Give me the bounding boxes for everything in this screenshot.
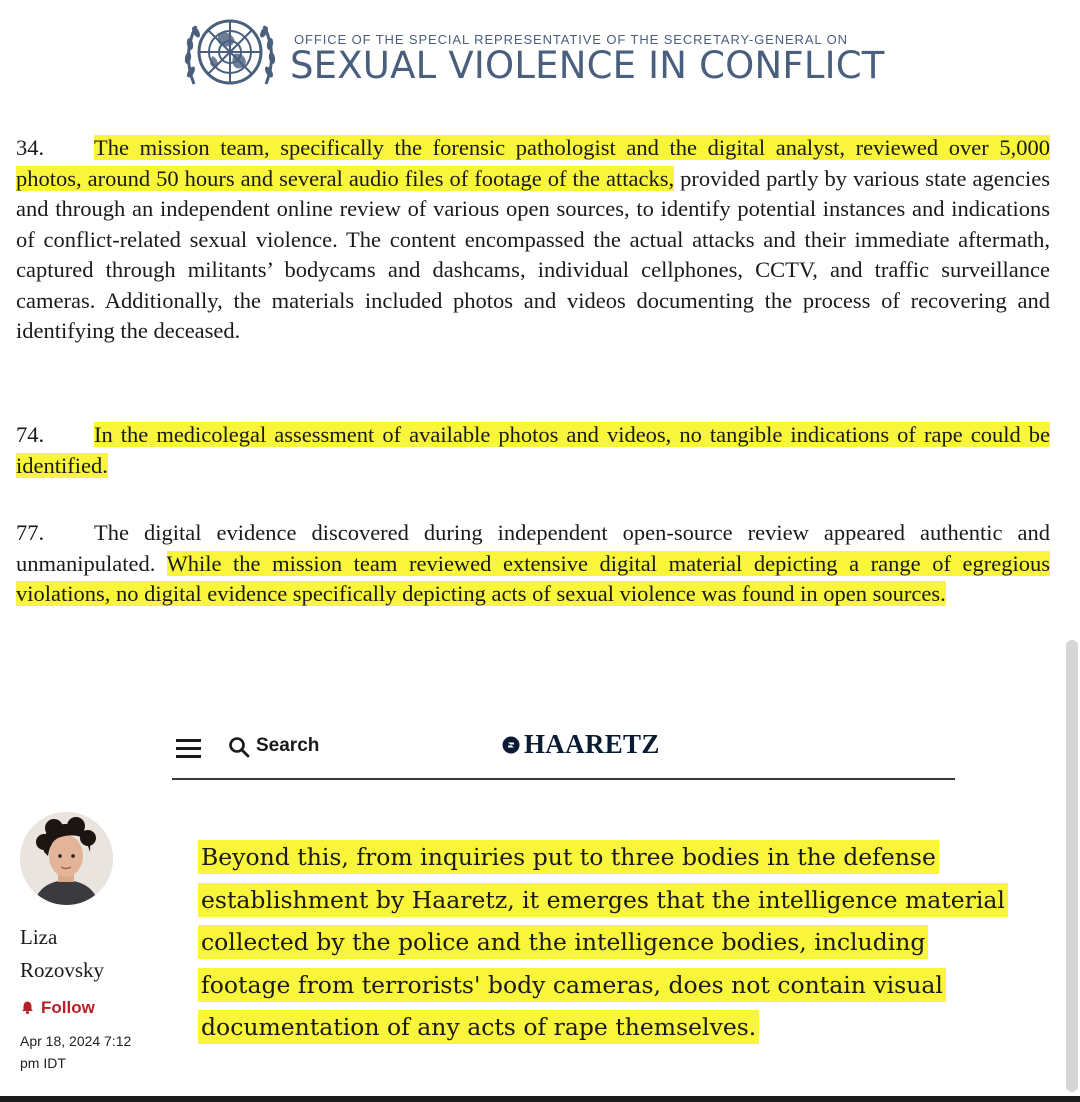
paragraph-77: [16, 518, 1050, 610]
paragraph-number: 74.: [16, 422, 45, 447]
haaretz-logo-icon: [502, 736, 520, 754]
header-office-line: OFFICE OF THE SPECIAL REPRESENTATIVE OF THE SECRETARY-GENERAL ON: [294, 32, 848, 47]
quote-line: [198, 1006, 1048, 1049]
search-button[interactable]: Search: [256, 735, 320, 756]
follow-label: Follow: [41, 998, 95, 1017]
paragraph-34: [16, 133, 1050, 347]
scrollbar[interactable]: [1066, 640, 1078, 1092]
header-title: SEXUAL VIOLENCE IN CONFLICT: [290, 44, 885, 87]
paragraph-text: provided partly by various state agencies and through an independent online review of various open sources, to identify potential instances and indications of conflict-related sexual violence. The content encompassed the actual attacks and their immediate aftermath, captured through militants’ bodycams and dashcams, individual cellphones, CCTV, and traffic surveillance cameras. Additionally, the materials included photos and videos documenting the process of recovering and identifying the deceased.: [16, 165, 1050, 343]
quote-line: [198, 921, 1048, 964]
haaretz-top-bar: [172, 730, 955, 780]
highlighted-text: establishment by Haaretz, it emerges that the intelligence material: [198, 883, 1008, 917]
highlighted-text: The mission team, specifically the forensic pathologist and the digital analyst, reviewed over 5,000 photos, around 50 hours and several audio files of footage of the attacks,: [16, 135, 1050, 191]
search-icon[interactable]: [228, 736, 250, 758]
author-first-name[interactable]: Liza: [20, 925, 58, 949]
report-header: [182, 6, 902, 96]
publish-date-line: pm IDT: [20, 1055, 66, 1071]
author-photo: [20, 812, 113, 905]
un-emblem-icon: [182, 10, 278, 96]
highlighted-text: While the mission team reviewed extensive digital material depicting a range of egregious violations, no digital evidence specifically depicting acts of sexual violence was found in open sources.: [16, 550, 1050, 606]
article-quote: [198, 836, 1048, 1049]
highlighted-text: footage from terrorists' body cameras, does not contain visual: [198, 968, 946, 1002]
quote-line: [198, 836, 1048, 879]
bottom-divider: [0, 1096, 1080, 1102]
publish-date-line: Apr 18, 2024 7:12: [20, 1033, 132, 1049]
haaretz-wordmark: HAARETZ: [524, 729, 660, 759]
highlighted-text: Beyond this, from inquiries put to three bodies in the defense: [198, 840, 939, 874]
paragraph-number: 77.: [16, 520, 45, 545]
highlighted-text: collected by the police and the intelligence bodies, including: [198, 925, 928, 959]
highlighted-text: In the medicolegal assessment of available photos and videos, no tangible indications of rape could be identified.: [16, 422, 1050, 478]
quote-line: [198, 879, 1048, 922]
publish-date: [20, 1030, 170, 1074]
follow-button[interactable]: [22, 998, 95, 1018]
paragraph-number: 34.: [16, 135, 45, 160]
bell-icon: [22, 1001, 33, 1014]
quote-line: [198, 964, 1048, 1007]
hamburger-menu-icon[interactable]: [176, 739, 201, 758]
author-last-name[interactable]: Rozovsky: [20, 958, 104, 982]
paragraph-74: [16, 420, 1050, 481]
paragraph-text: The digital evidence discovered during independent open-source review appeared authentic and unmanipulated.: [16, 520, 1050, 576]
highlighted-text: documentation of any acts of rape themselves.: [198, 1010, 759, 1044]
author-avatar[interactable]: [20, 812, 113, 905]
